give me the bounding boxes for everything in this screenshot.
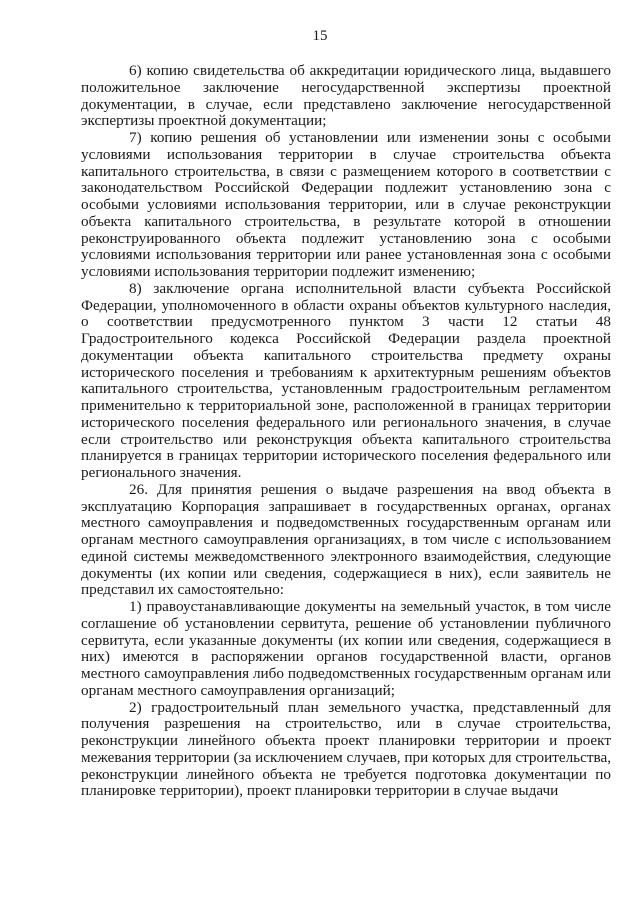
paragraph-item-6: 6) копию свидетельства об аккредитации юридического лица, выдавшего положительное заключение негосударственной экспертизы проектной документации, в случае, если представлено заключение негосударственной экспертизы проектной документации; [81,62,611,130]
paragraph-clause-26: 26. Для принятия решения о выдаче разрешения на ввод объекта в эксплуатацию Корпорация запрашивает в государственных органах, органах местного самоуправления и подведомственных государственным органам или органам местного самоуправления организациях, в том числе с использованием единой системы межведомственного электронного взаимодействия, следующие документы (их копии или сведения, содержащиеся в них), если заявитель не представил их самостоятельно: [81,480,611,599]
paragraph-item-8: 8) заключение органа исполнительной власти субъекта Российской Федерации, уполномоченного в области охраны объектов культурного наследия, о соответствии предусмотренного пунктом 3 части 12 статьи 48 Градостроительного кодекса Российской Федерации раздела проектной документации объекта капитального строительства предмету охраны исторического поселения и требованиям к архитектурным решениям объектов капитального строительства, установленным градостроительным регламентом применительно к территориальной зоне, расположенной в границах территории исторического поселения федерального или регионального значения, в случае если строительство или реконструкция объекта капитального строительства планируется в границах территории исторического поселения федерального или регионального значения. [81,279,611,481]
paragraph-subitem-1: 1) правоустанавливающие документы на земельный участок, в том числе соглашение об установлении сервитута, решение об установлении публичного сервитута, если указанные документы (их копии или сведения, содержащиеся в них) имеются в распоряжении органов государственной власти, органов местного самоуправления либо подведомственных государственным органам или органам местного самоуправления организаций; [81,598,611,699]
document-body [81,63,611,800]
paragraph-subitem-2: 2) градостроительный план земельного участка, представленный для получения разрешения на строительство, или в случае строительства, реконструкции линейного объекта проект планировки территории и проект межевания территории (за исключением случаев, при которых для строительства, реконструкции линейного объекта не требуется подготовка документации по планировке территории), проект планировки территории в случае выдачи [81,698,611,800]
page-number: 15 [312,28,328,44]
paragraph-item-7: 7) копию решения об установлении или изменении зоны с особыми условиями использования территории в случае строительства объекта капитального строительства, в связи с размещением которого в соответствии с законодательством Российской Федерации подлежит установлению зона с особыми условиями использования территории, или в случае реконструкции объекта капитального строительства, в результате которой в отношении реконструированного объекта подлежит установлению зона с особыми условиями использования территории или ранее установленная зона с особыми условиями использования территории подлежит изменению; [81,129,611,280]
